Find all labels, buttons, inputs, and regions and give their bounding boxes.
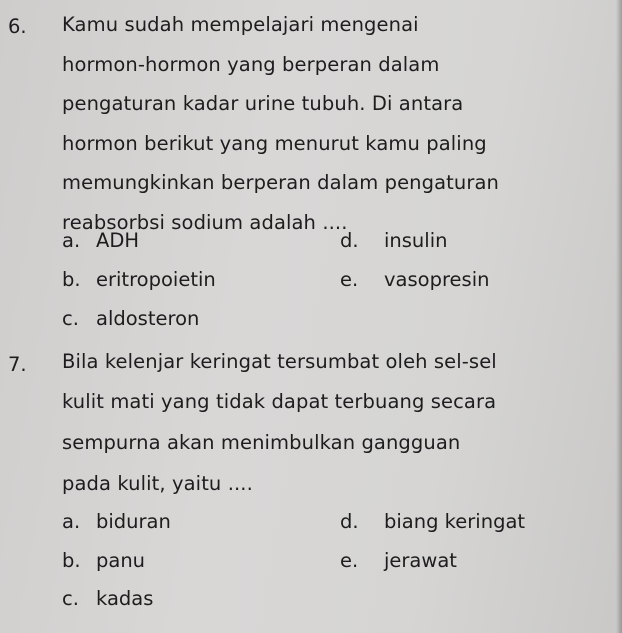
question-text-line: hormon berikut yang menurut kamu paling (62, 131, 487, 155)
question-number: 6. (8, 15, 27, 38)
option-text: jerawat (384, 549, 457, 572)
option-d (340, 231, 448, 251)
option-text: insulin (384, 229, 448, 252)
option-letter: e. (340, 268, 359, 291)
question-text-line: memungkinkan berperan dalam pengaturan (62, 171, 499, 194)
question-text-line: Bila kelenjar keringat tersumbat oleh sel-sel (62, 350, 497, 373)
question-number: 7. (8, 353, 27, 376)
option-text: ADH (96, 229, 140, 252)
question-text-line: hormon-hormon yang berperan dalam (62, 52, 440, 76)
option-letter: e. (340, 549, 359, 572)
option-c (62, 589, 153, 609)
option-d (340, 512, 525, 532)
question-text-line: reabsorbsi sodium adalah .... (62, 210, 348, 234)
option-a (62, 231, 139, 251)
option-a (62, 512, 171, 532)
option-e (340, 551, 457, 571)
page-edge-shadow (616, 0, 622, 633)
option-letter: a. (62, 510, 81, 533)
question-text-line: Kamu sudah mempelajari mengenai (62, 13, 419, 36)
option-text: biduran (96, 510, 171, 533)
option-letter: d. (340, 229, 359, 252)
question-text-line: pada kulit, yaitu .... (62, 472, 253, 495)
option-letter: c. (62, 307, 79, 330)
question-text-line: pengaturan kadar urine tubuh. Di antara (62, 92, 464, 115)
option-text: kadas (96, 587, 154, 610)
option-c (62, 309, 199, 329)
option-text: vasopresin (384, 268, 490, 291)
question-text-line: sempurna akan menimbulkan gangguan (62, 431, 461, 454)
option-letter: b. (62, 268, 81, 291)
question-text-line: kulit mati yang tidak dapat terbuang secara (62, 390, 497, 413)
option-text: panu (96, 549, 146, 572)
option-letter: d. (340, 510, 359, 533)
option-text: eritropoietin (96, 268, 216, 291)
option-text: aldosteron (96, 307, 200, 330)
option-b (62, 270, 216, 290)
option-letter: a. (62, 229, 81, 252)
option-text: biang keringat (384, 510, 526, 533)
option-letter: b. (62, 549, 81, 572)
option-b (62, 551, 145, 571)
option-letter: c. (62, 587, 79, 610)
option-e (340, 270, 489, 290)
